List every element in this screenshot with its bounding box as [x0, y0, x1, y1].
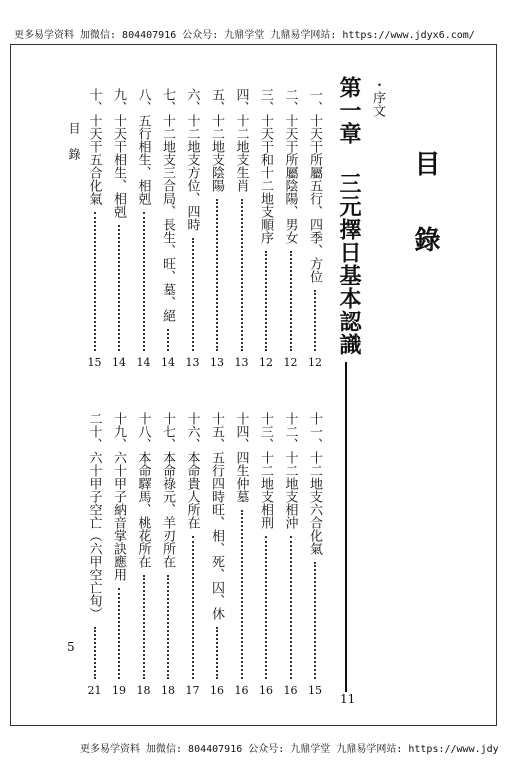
toc-leader — [167, 329, 169, 351]
toc-entry-page: 14 — [161, 356, 175, 369]
toc-leader — [290, 536, 292, 679]
toc-leader — [241, 199, 243, 351]
toc-entry-label: 九、十天干相生、相剋 — [111, 88, 126, 218]
toc-entry[interactable] — [256, 412, 276, 697]
toc-entry[interactable] — [109, 412, 129, 697]
toc-entry-label: 四、十二地支生肖 — [233, 88, 249, 192]
toc-leader — [192, 536, 194, 679]
toc-entry[interactable] — [109, 88, 129, 369]
toc-entry-label: 十六、本命貴人所在 — [184, 412, 200, 529]
toc-leader — [314, 562, 316, 679]
toc-entry[interactable] — [281, 412, 301, 697]
toc-leader — [118, 225, 120, 351]
toc-leader — [216, 199, 218, 351]
toc-entry-page: 13 — [185, 356, 200, 369]
toc-entry[interactable] — [305, 412, 325, 697]
toc-entry-label: 十五、五行四時旺、相、死、囚、休 — [209, 412, 224, 620]
page-frame — [10, 44, 497, 726]
toc-entry-page: 17 — [185, 684, 200, 697]
toc-leader — [216, 627, 218, 679]
toc-entry-label: 十九、六十甲子納音掌訣應用 — [111, 412, 126, 581]
toc-entry-page: 12 — [308, 356, 322, 369]
toc-leader — [143, 575, 145, 679]
toc-entry-label: 十三、十二地支相刑 — [258, 412, 273, 529]
side-label: 目錄 — [67, 122, 81, 174]
toc-leader — [314, 290, 316, 351]
toc-entry-label: 六、十二地支方位、四時 — [184, 88, 200, 231]
toc-entry-label: 十、十天干五合化氣 — [86, 88, 102, 205]
toc-entry-label: 八、五行相生、相剋 — [135, 88, 151, 205]
toc-leader — [290, 251, 292, 351]
chapter-rule — [345, 362, 347, 692]
toc-entry[interactable] — [85, 412, 105, 697]
chapter-heading[interactable]: 第一章 三元擇日基本認識 — [336, 76, 362, 356]
toc-entry-page: 16 — [210, 684, 224, 697]
toc-entry[interactable] — [183, 412, 203, 697]
toc-leader — [241, 510, 243, 679]
toc-entry[interactable] — [281, 88, 301, 369]
page-title: 目錄 — [410, 150, 440, 302]
toc-leader — [265, 251, 267, 351]
banner-top: 更多易学资料 加微信: 804407916 公众号: 九鼎学堂 九鼎易学网站: https://www.jdyx6.com/ — [14, 30, 475, 41]
toc-entry[interactable] — [134, 412, 154, 697]
toc-leader — [94, 627, 96, 679]
toc-entry[interactable] — [305, 88, 325, 369]
toc-leader — [143, 212, 145, 351]
toc-entry[interactable] — [256, 88, 276, 369]
toc-entry[interactable] — [85, 88, 105, 369]
toc-entry[interactable] — [158, 88, 178, 369]
toc-entry-label: 十四、四生仲墓 — [233, 412, 249, 503]
toc-leader — [265, 536, 267, 679]
toc-entry[interactable] — [183, 88, 203, 369]
toc-entry-label: 二十、六十甲子空亡（六甲空亡旬） — [86, 412, 102, 620]
toc-entry-page: 15 — [87, 356, 102, 369]
toc-entry-label: 一、十天干所屬五行、四季、方位 — [307, 88, 322, 283]
banner-bottom: 更多易学资料 加微信: 804407916 公众号: 九鼎学堂 九鼎易学网站: https://www.jdy — [80, 744, 499, 755]
toc-entry[interactable] — [134, 88, 154, 369]
toc-entry-page: 12 — [259, 356, 273, 369]
toc-entry-label: 三、十天干和十二地支順序 — [258, 88, 273, 244]
toc-entry[interactable] — [232, 88, 252, 369]
toc-leader — [94, 212, 96, 351]
toc-entry-label: 五、十二地支陰陽 — [209, 88, 224, 192]
toc-entry-page: 15 — [308, 684, 322, 697]
toc-entry-page: 12 — [283, 356, 298, 369]
toc-leader — [192, 238, 194, 351]
toc-entry-page: 18 — [136, 684, 151, 697]
toc-entry-page: 16 — [283, 684, 298, 697]
toc-leader — [167, 575, 169, 679]
toc-entry-label: 十二、十二地支相沖 — [282, 412, 298, 529]
toc-leader — [118, 588, 120, 679]
toc-entry-page: 14 — [136, 356, 151, 369]
toc-entry-label: 十一、十二地支六合化氣 — [307, 412, 322, 555]
toc-entry-label: 七、十二地支三合局、長生、旺、墓、絕 — [160, 88, 175, 322]
toc-entry-page: 16 — [234, 684, 249, 697]
toc-entry-page: 19 — [112, 684, 126, 697]
toc-entry-label: 十八、本命驛馬、桃花所在 — [135, 412, 151, 568]
toc-entry-page: 13 — [234, 356, 249, 369]
chapter-page-number: 11 — [340, 692, 356, 706]
preface-entry[interactable]: ・序文 — [370, 78, 385, 117]
toc-entry-page: 14 — [112, 356, 126, 369]
toc-entry-label: 十七、本命祿元、羊刃所在 — [160, 412, 175, 568]
toc-entry-page: 21 — [87, 684, 102, 697]
toc-entry[interactable] — [232, 412, 252, 697]
toc-entry[interactable] — [207, 412, 227, 697]
toc-entry[interactable] — [207, 88, 227, 369]
toc-entry-page: 13 — [210, 356, 224, 369]
toc-entry[interactable] — [158, 412, 178, 697]
toc-entry-label: 二、十天干所屬陰陽、男女 — [282, 88, 298, 244]
page-number: 5 — [67, 640, 75, 654]
toc-entry-page: 18 — [161, 684, 175, 697]
toc-entry-page: 16 — [259, 684, 273, 697]
